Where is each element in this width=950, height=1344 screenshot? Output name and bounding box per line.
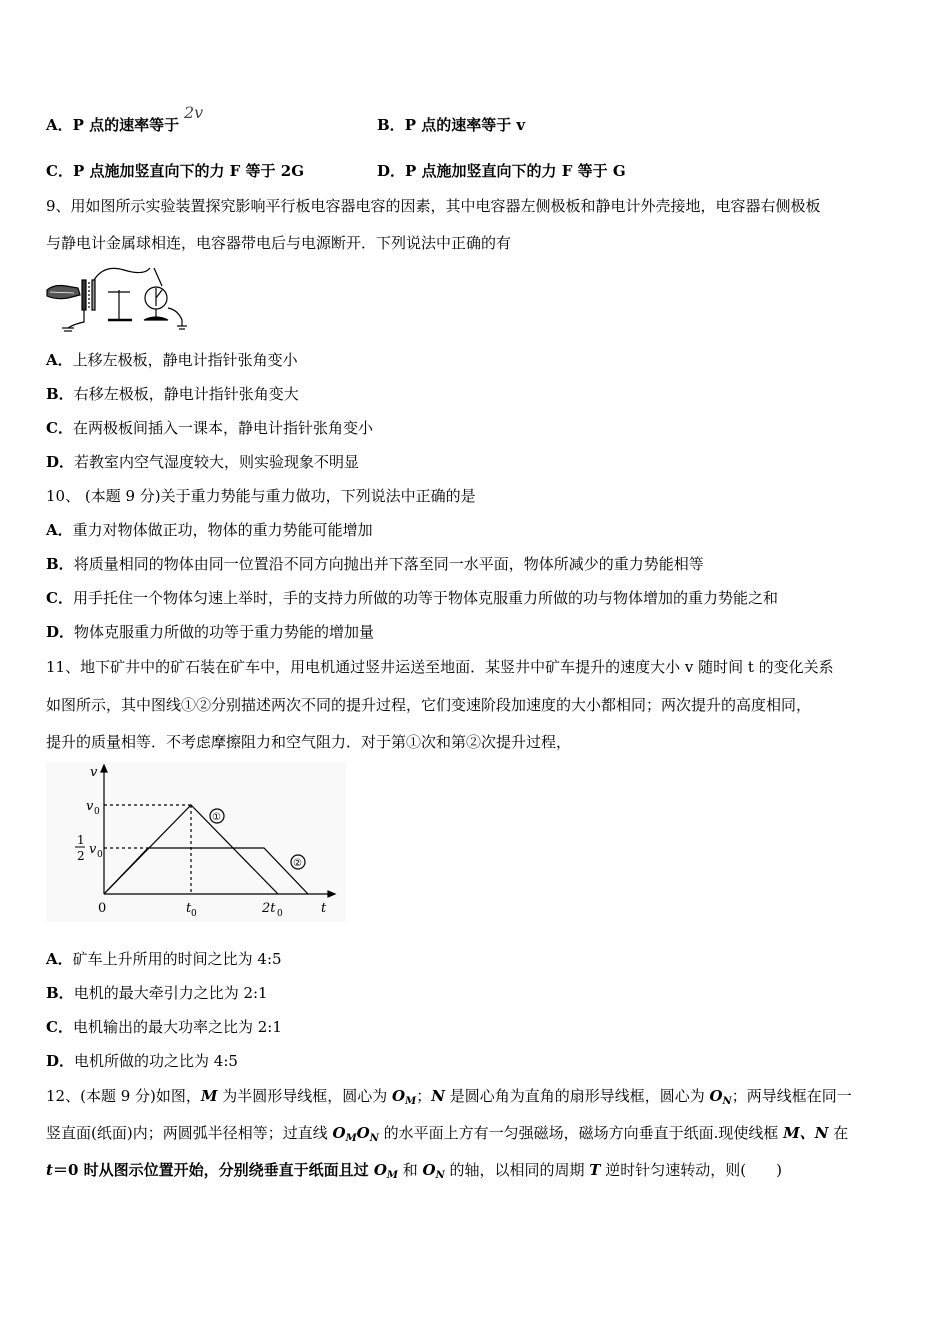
q11-option-b <box>46 983 268 1003</box>
q8-d-text: P 点施加竖直向下的力 F 等于 G <box>405 162 626 180</box>
q8-a-formula: 2v <box>183 103 204 122</box>
q9-stem-line2: 与静电计金属球相连，电容器带电后与电源断开．下列说法中正确的有 <box>46 234 512 252</box>
q12-l1-M: M <box>200 1087 218 1105</box>
q8-d-label: D． <box>377 162 406 180</box>
q9-d-text: 若教室内空气湿度较大，则实验现象不明显 <box>74 453 360 471</box>
half-v0-subscript: 0 <box>97 850 103 860</box>
capacitor-apparatus-figure <box>44 262 194 334</box>
t-axis-label: t <box>321 901 327 916</box>
q9-d-label: D． <box>46 453 75 471</box>
q9-c-label: C． <box>46 419 73 437</box>
q9-b-label: B． <box>46 385 74 403</box>
q12-stem-line3 <box>46 1160 782 1186</box>
q8-option-a <box>46 103 204 135</box>
q10-option-a <box>46 520 373 540</box>
q10-a-label: A． <box>46 521 73 539</box>
q11-stem-line2: 如图所示，其中图线①②分别描述两次不同的提升过程，它们变速阶段加速度的大小都相同；两次提升的高度相同， <box>46 696 812 714</box>
q9-option-b <box>46 384 299 404</box>
curve-2-label: ② <box>293 858 302 869</box>
q12-l1-b: 为半圆形导线框，圆心为 <box>217 1087 393 1105</box>
q12-l1-d: 是圆心角为直角的扇形导线框，圆心为 <box>444 1087 710 1105</box>
half-numerator: 1 <box>77 833 85 847</box>
q9-option-c <box>46 418 373 438</box>
q12-l3-d: 逆时针匀速转动，则( ) <box>600 1161 782 1179</box>
q12-l1-e: ；两导线框在同一 <box>731 1087 852 1105</box>
q10-d-text: 物体克服重力所做的功等于重力势能的增加量 <box>74 623 375 641</box>
v-axis-label: v <box>90 765 98 780</box>
q8-c-text: P 点施加竖直向下的力 F 等于 2G <box>72 162 305 180</box>
q8-c-label: C． <box>46 162 73 180</box>
q8-a-text: P 点的速率等于 <box>72 116 180 134</box>
q10-b-text: 将质量相同的物体由同一位置沿不同方向抛出并下落至同一水平面，物体所减少的重力势能相等 <box>73 555 704 573</box>
q12-l2-b: 的水平面上方有一匀强磁场，磁场方向垂直于纸面.现使线框 <box>378 1124 784 1142</box>
q11-c-text: 电机输出的最大功率之比为 2:1 <box>72 1018 282 1036</box>
q8-option-b <box>377 115 525 135</box>
q10-stem: 10、 (本题 9 分)关于重力势能与重力做功，下列说法中正确的是 <box>46 487 476 505</box>
q10-c-text: 用手托住一个物体匀速上举时，手的支持力所做的功等于物体克服重力所做的功与物体增加的重力势能之和 <box>72 589 778 607</box>
q11-stem-line1: 11、地下矿井中的矿石装在矿车中，用电机通过竖井运送至地面．某竖井中矿车提升的速度大小 v 随时间 t 的变化关系 <box>46 658 834 676</box>
t0-subscript: 0 <box>191 909 197 919</box>
q11-option-a <box>46 949 282 969</box>
two-t0-label: 2t <box>262 901 276 916</box>
q11-option-c <box>46 1017 282 1037</box>
q12-l1-a: 12、(本题 9 分)如图， <box>46 1087 201 1105</box>
q12-l2-MN: M、N <box>783 1124 829 1142</box>
q12-l2-c: 在 <box>828 1124 849 1142</box>
half-v0-label: v <box>89 842 97 857</box>
q12-l3-OM: O <box>373 1161 387 1179</box>
q10-d-label: D． <box>46 623 75 641</box>
v0-label: v <box>86 799 94 814</box>
q12-l3-c: 的轴，以相同的周期 <box>444 1161 590 1179</box>
q10-c-label: C． <box>46 589 73 607</box>
q11-c-label: C． <box>46 1018 73 1036</box>
q8-a-label: A． <box>46 116 73 134</box>
q12-l1-ON: O <box>709 1087 723 1105</box>
q12-l1-N: N <box>431 1087 445 1105</box>
q8-option-c <box>46 161 304 181</box>
q8-b-label: B． <box>377 116 405 134</box>
half-denominator: 2 <box>77 849 85 863</box>
q12-l3-ON-sub: N <box>435 1170 445 1181</box>
q12-l1-OM: O <box>392 1087 406 1105</box>
q12-l3-t: t <box>46 1161 53 1179</box>
q9-a-text: 上移左极板，静电计指针张角变小 <box>72 351 298 369</box>
v0-subscript: 0 <box>94 807 100 817</box>
q12-l2-O2: O <box>356 1124 370 1142</box>
q9-a-label: A． <box>46 351 73 369</box>
q12-stem-line1 <box>46 1086 852 1112</box>
curve-1-label: ① <box>212 812 221 823</box>
q12-l1-c: ； <box>416 1087 432 1105</box>
q11-option-d <box>46 1051 238 1071</box>
q10-b-label: B． <box>46 555 74 573</box>
q11-a-text: 矿车上升所用的时间之比为 4:5 <box>72 950 282 968</box>
q12-l3-OM-sub: M <box>386 1170 398 1181</box>
q8-option-d <box>377 161 626 181</box>
q9-b-text: 右移左极板，静电计指针张角变大 <box>73 385 299 403</box>
origin-label: 0 <box>98 901 107 916</box>
q11-b-text: 电机的最大牵引力之比为 2:1 <box>73 984 268 1002</box>
q11-stem-line3: 提升的质量相等．不考虑摩擦阻力和空气阻力．对于第①次和第②次提升过程， <box>46 733 572 751</box>
q12-l2-O1-sub: M <box>345 1133 357 1144</box>
q12-l3-b: 和 <box>397 1161 423 1179</box>
q11-a-label: A． <box>46 950 73 968</box>
q12-l1-OM-sub: M <box>405 1096 417 1107</box>
q10-option-d <box>46 622 374 642</box>
q11-d-label: D． <box>46 1052 75 1070</box>
q12-l3-a: ＝0 时从图示位置开始，分别绕垂直于纸面且过 <box>52 1161 374 1179</box>
q8-b-text: P 点的速率等于 v <box>404 116 526 134</box>
q12-l2-O2-sub: N <box>369 1133 379 1144</box>
two-t0-subscript: 0 <box>277 909 283 919</box>
q10-a-text: 重力对物体做正功，物体的重力势能可能增加 <box>72 521 373 539</box>
q9-option-a <box>46 350 298 370</box>
q9-stem-line1: 9、用如图所示实验装置探究影响平行板电容器电容的因素，其中电容器左侧极板和静电计外壳接地，电容器右侧极板 <box>46 197 821 215</box>
t0-label: t <box>186 901 192 916</box>
q9-c-text: 在两极板间插入一课本，静电计指针张角变小 <box>72 419 373 437</box>
q12-l3-ON: O <box>422 1161 436 1179</box>
q12-l1-ON-sub: N <box>722 1096 732 1107</box>
velocity-time-graph <box>46 762 346 922</box>
q10-option-c <box>46 588 778 608</box>
q12-l3-T: T <box>589 1161 601 1179</box>
q12-l2-O1: O <box>332 1124 346 1142</box>
q10-option-b <box>46 554 704 574</box>
q11-d-text: 电机所做的功之比为 4:5 <box>74 1052 238 1070</box>
q12-l2-a: 竖直面(纸面)内；两圆弧半径相等；过直线 <box>46 1124 333 1142</box>
q11-b-label: B． <box>46 984 74 1002</box>
q12-stem-line2 <box>46 1123 848 1149</box>
q9-option-d <box>46 452 359 472</box>
